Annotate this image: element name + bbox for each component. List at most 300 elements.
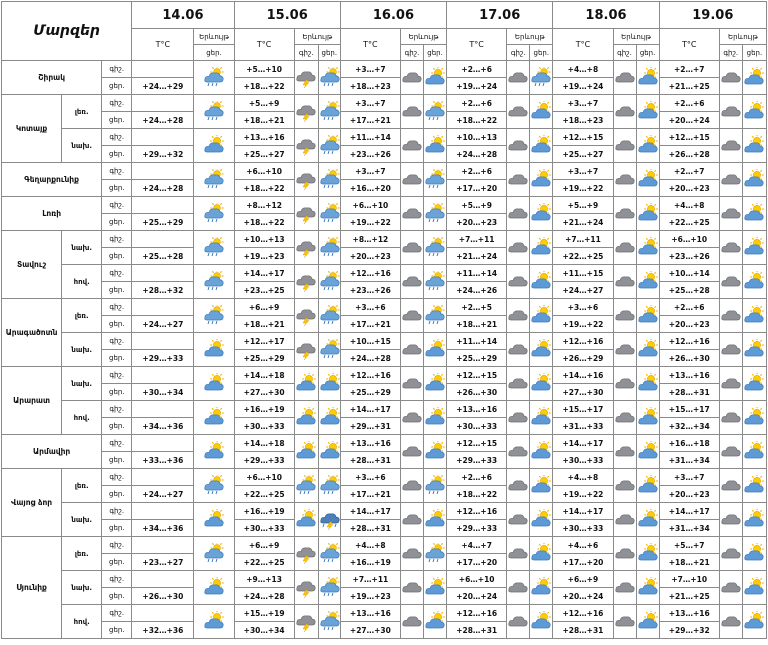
day-temperature: +24…+28 bbox=[340, 350, 400, 367]
day-temperature: +30…+34 bbox=[132, 384, 194, 401]
night-label: գիշ. bbox=[102, 571, 132, 588]
night-temperature: +6…+9 bbox=[234, 537, 294, 554]
night-temperature bbox=[132, 503, 194, 520]
partly-cloudy-icon bbox=[636, 605, 659, 639]
day-temperature: +17…+20 bbox=[553, 554, 613, 571]
day-temperature: +24…+28 bbox=[132, 112, 194, 129]
partly-cloudy-rain-icon bbox=[194, 197, 234, 231]
partly-cloudy-icon bbox=[424, 129, 447, 163]
partly-cloudy-icon bbox=[530, 231, 553, 265]
night-temperature: +14…+17 bbox=[340, 503, 400, 520]
region-name: Լոռի bbox=[2, 197, 102, 231]
night-temperature: +6…+10 bbox=[340, 197, 400, 214]
night-temperature: +2…+6 bbox=[659, 95, 719, 112]
region-name: Շիրակ bbox=[2, 61, 102, 95]
thunderstorm-icon bbox=[294, 571, 318, 605]
night-temperature bbox=[132, 605, 194, 622]
partly-cloudy-rain-icon bbox=[424, 231, 447, 265]
subregion-label: լեռ. bbox=[62, 537, 102, 571]
day-temperature: +25…+29 bbox=[340, 384, 400, 401]
partly-cloudy-icon bbox=[424, 435, 447, 469]
day-label: ցեր. bbox=[102, 146, 132, 163]
night-temperature: +4…+8 bbox=[340, 537, 400, 554]
night-temperature bbox=[132, 469, 194, 486]
partly-cloudy-icon bbox=[424, 61, 447, 95]
night-subheader: գիշ. bbox=[613, 45, 636, 61]
day-temperature: +24…+27 bbox=[132, 316, 194, 333]
day-temperature: +17…+20 bbox=[447, 554, 507, 571]
partly-cloudy-icon bbox=[530, 401, 553, 435]
day-temperature: +18…+22 bbox=[447, 486, 507, 503]
night-temperature: +12…+15 bbox=[553, 129, 613, 146]
partly-cloudy-rain-icon bbox=[318, 129, 340, 163]
cloud-icon bbox=[719, 401, 742, 435]
temperature-header: T°C bbox=[659, 29, 719, 61]
night-temperature: +10…+14 bbox=[659, 265, 719, 282]
night-subheader: գիշ. bbox=[719, 45, 742, 61]
day-temperature: +30…+33 bbox=[234, 418, 294, 435]
partly-cloudy-icon bbox=[294, 367, 318, 401]
date-header: 15.06 bbox=[234, 2, 340, 29]
day-temperature: +23…+26 bbox=[340, 282, 400, 299]
day-temperature: +30…+33 bbox=[234, 520, 294, 537]
day-temperature: +27…+30 bbox=[553, 384, 613, 401]
night-temperature: +6…+10 bbox=[447, 571, 507, 588]
thunderstorm-icon bbox=[294, 163, 318, 197]
day-temperature: +34…+36 bbox=[132, 520, 194, 537]
table-row bbox=[2, 469, 767, 486]
day-temperature: +28…+31 bbox=[553, 622, 613, 639]
night-temperature: +12…+16 bbox=[659, 333, 719, 350]
partly-cloudy-icon bbox=[194, 129, 234, 163]
partly-cloudy-icon bbox=[636, 129, 659, 163]
partly-cloudy-rain-icon bbox=[318, 537, 340, 571]
partly-cloudy-icon bbox=[424, 367, 447, 401]
night-temperature: +3…+7 bbox=[553, 163, 613, 180]
partly-cloudy-icon bbox=[742, 571, 766, 605]
day-label: ցեր. bbox=[102, 112, 132, 129]
day-label: ցեր. bbox=[102, 214, 132, 231]
regions-header: Մարզեր bbox=[2, 2, 132, 61]
day-temperature: +19…+22 bbox=[553, 180, 613, 197]
thunderstorm-icon bbox=[294, 129, 318, 163]
day-temperature: +31…+33 bbox=[553, 418, 613, 435]
cloud-icon bbox=[400, 401, 423, 435]
partly-cloudy-icon bbox=[742, 605, 766, 639]
cloud-icon bbox=[507, 605, 530, 639]
cloud-icon bbox=[719, 469, 742, 503]
night-temperature bbox=[132, 197, 194, 214]
night-temperature: +11…+15 bbox=[553, 265, 613, 282]
night-temperature: +3…+6 bbox=[340, 469, 400, 486]
thunderstorm-icon bbox=[294, 61, 318, 95]
partly-cloudy-icon bbox=[742, 95, 766, 129]
day-temperature: +16…+19 bbox=[340, 554, 400, 571]
day-temperature: +19…+24 bbox=[447, 78, 507, 95]
cloud-icon bbox=[719, 61, 742, 95]
night-temperature: +6…+10 bbox=[234, 469, 294, 486]
night-temperature: +8…+12 bbox=[234, 197, 294, 214]
day-temperature: +18…+23 bbox=[340, 78, 400, 95]
partly-cloudy-rain-icon bbox=[318, 95, 340, 129]
day-temperature: +19…+23 bbox=[234, 248, 294, 265]
cloud-icon bbox=[400, 299, 423, 333]
day-temperature: +22…+25 bbox=[234, 486, 294, 503]
partly-cloudy-rain-icon bbox=[194, 537, 234, 571]
cloud-icon bbox=[400, 435, 423, 469]
night-temperature: +8…+12 bbox=[340, 231, 400, 248]
day-temperature: +30…+33 bbox=[553, 452, 613, 469]
cloud-icon bbox=[507, 401, 530, 435]
cloud-icon bbox=[613, 605, 636, 639]
night-temperature: +4…+8 bbox=[553, 469, 613, 486]
day-subheader: ցեր. bbox=[742, 45, 766, 61]
partly-cloudy-icon bbox=[294, 401, 318, 435]
night-label: գիշ. bbox=[102, 299, 132, 316]
day-temperature: +29…+33 bbox=[234, 452, 294, 469]
day-temperature: +18…+22 bbox=[234, 180, 294, 197]
table-row bbox=[2, 231, 767, 248]
date-header: 14.06 bbox=[132, 2, 234, 29]
cloud-icon bbox=[719, 367, 742, 401]
night-temperature: +7…+11 bbox=[447, 231, 507, 248]
partly-cloudy-rain-icon bbox=[318, 231, 340, 265]
partly-cloudy-rain-icon bbox=[318, 265, 340, 299]
day-temperature: +19…+22 bbox=[553, 316, 613, 333]
cloud-icon bbox=[719, 231, 742, 265]
thunderstorm-icon bbox=[294, 537, 318, 571]
day-temperature: +24…+28 bbox=[234, 588, 294, 605]
night-temperature: +3…+7 bbox=[553, 95, 613, 112]
thunderstorm-icon bbox=[294, 299, 318, 333]
day-temperature: +29…+33 bbox=[447, 452, 507, 469]
cloud-icon bbox=[613, 333, 636, 367]
day-temperature: +17…+21 bbox=[340, 316, 400, 333]
cloud-icon bbox=[507, 367, 530, 401]
night-label: գիշ. bbox=[102, 197, 132, 214]
night-temperature: +5…+9 bbox=[447, 197, 507, 214]
day-temperature: +23…+26 bbox=[659, 248, 719, 265]
region-name: Արմավիր bbox=[2, 435, 102, 469]
cloud-icon bbox=[400, 61, 423, 95]
day-temperature: +21…+24 bbox=[553, 214, 613, 231]
day-temperature: +29…+31 bbox=[340, 418, 400, 435]
cloud-icon bbox=[613, 197, 636, 231]
partly-cloudy-rain-icon bbox=[424, 163, 447, 197]
partly-cloudy-icon bbox=[742, 265, 766, 299]
day-temperature: +29…+32 bbox=[132, 146, 194, 163]
partly-cloudy-icon bbox=[530, 435, 553, 469]
night-label: գիշ. bbox=[102, 367, 132, 384]
partly-cloudy-rain-icon bbox=[318, 333, 340, 367]
day-temperature: +31…+34 bbox=[659, 452, 719, 469]
day-temperature: +25…+29 bbox=[447, 350, 507, 367]
day-temperature: +34…+36 bbox=[132, 418, 194, 435]
partly-cloudy-icon bbox=[742, 231, 766, 265]
day-temperature: +23…+27 bbox=[132, 554, 194, 571]
night-label: գիշ. bbox=[102, 333, 132, 350]
night-temperature bbox=[132, 571, 194, 588]
partly-cloudy-icon bbox=[194, 571, 234, 605]
partly-cloudy-icon bbox=[742, 401, 766, 435]
night-temperature: +15…+19 bbox=[234, 605, 294, 622]
night-temperature: +3…+7 bbox=[340, 61, 400, 78]
cloud-icon bbox=[613, 571, 636, 605]
thunderstorm-icon bbox=[294, 231, 318, 265]
temperature-header: T°C bbox=[234, 29, 294, 61]
forecast-body bbox=[2, 61, 767, 639]
night-temperature: +5…+9 bbox=[553, 197, 613, 214]
day-temperature: +32…+34 bbox=[659, 418, 719, 435]
day-temperature: +19…+22 bbox=[553, 486, 613, 503]
table-row bbox=[2, 401, 767, 418]
partly-cloudy-icon bbox=[636, 367, 659, 401]
table-row bbox=[2, 333, 767, 350]
partly-cloudy-icon bbox=[194, 401, 234, 435]
subregion-label: լեռ. bbox=[62, 469, 102, 503]
night-temperature: +13…+16 bbox=[340, 605, 400, 622]
day-temperature: +22…+25 bbox=[553, 248, 613, 265]
partly-cloudy-icon bbox=[424, 401, 447, 435]
region-name: Գեղարքունիք bbox=[2, 163, 102, 197]
cloud-icon bbox=[719, 299, 742, 333]
cloud-icon bbox=[613, 163, 636, 197]
night-temperature: +15…+17 bbox=[553, 401, 613, 418]
cloud-icon bbox=[507, 435, 530, 469]
cloud-icon bbox=[613, 435, 636, 469]
partly-cloudy-icon bbox=[530, 469, 553, 503]
table-row bbox=[2, 571, 767, 588]
day-subheader: ցեր. bbox=[318, 45, 340, 61]
region-name: Արարատ bbox=[2, 367, 62, 435]
cloud-icon bbox=[507, 231, 530, 265]
partly-cloudy-icon bbox=[742, 469, 766, 503]
day-temperature: +20…+24 bbox=[659, 112, 719, 129]
night-temperature: +11…+14 bbox=[340, 129, 400, 146]
partly-cloudy-icon bbox=[424, 333, 447, 367]
night-label: գիշ. bbox=[102, 231, 132, 248]
night-label: գիշ. bbox=[102, 537, 132, 554]
subregion-label: հով. bbox=[62, 401, 102, 435]
day-temperature: +31…+34 bbox=[659, 520, 719, 537]
partly-cloudy-icon bbox=[294, 503, 318, 537]
partly-cloudy-rain-icon bbox=[424, 95, 447, 129]
cloud-icon bbox=[613, 61, 636, 95]
day-temperature: +29…+33 bbox=[447, 520, 507, 537]
day-label: ցեր. bbox=[102, 486, 132, 503]
subregion-label: նախ. bbox=[62, 333, 102, 367]
cloud-icon bbox=[507, 197, 530, 231]
night-temperature: +16…+19 bbox=[234, 503, 294, 520]
thunderstorm-icon bbox=[294, 333, 318, 367]
day-temperature: +21…+25 bbox=[659, 588, 719, 605]
temperature-header: T°C bbox=[132, 29, 194, 61]
day-temperature: +24…+28 bbox=[132, 180, 194, 197]
cloud-lightning-rain-icon bbox=[318, 503, 340, 537]
night-temperature: +6…+9 bbox=[234, 299, 294, 316]
cloud-icon bbox=[719, 265, 742, 299]
day-temperature: +26…+30 bbox=[132, 588, 194, 605]
partly-cloudy-icon bbox=[318, 401, 340, 435]
cloud-icon bbox=[719, 435, 742, 469]
day-temperature: +25…+28 bbox=[132, 248, 194, 265]
region-name: Կոտայք bbox=[2, 95, 62, 163]
day-label: ցեր. bbox=[102, 452, 132, 469]
phenomena-header: Երևույթ bbox=[507, 29, 553, 45]
day-temperature: +22…+25 bbox=[659, 214, 719, 231]
night-temperature bbox=[132, 537, 194, 554]
day-temperature: +26…+28 bbox=[659, 146, 719, 163]
temperature-header: T°C bbox=[447, 29, 507, 61]
partly-cloudy-rain-icon bbox=[424, 265, 447, 299]
cloud-icon bbox=[400, 197, 423, 231]
day-temperature: +16…+20 bbox=[340, 180, 400, 197]
cloud-icon bbox=[613, 537, 636, 571]
phenomena-header: Երևույթ bbox=[400, 29, 446, 45]
day-temperature: +19…+22 bbox=[340, 214, 400, 231]
day-label: ցեր. bbox=[102, 248, 132, 265]
temperature-header: T°C bbox=[340, 29, 400, 61]
subregion-label: նախ. bbox=[62, 503, 102, 537]
cloud-icon bbox=[400, 129, 423, 163]
subregion-label: լեռ. bbox=[62, 95, 102, 129]
partly-cloudy-rain-icon bbox=[318, 469, 340, 503]
partly-cloudy-icon bbox=[424, 571, 447, 605]
partly-cloudy-rain-icon bbox=[194, 265, 234, 299]
day-temperature: +17…+21 bbox=[340, 112, 400, 129]
subregion-label: հով. bbox=[62, 265, 102, 299]
partly-cloudy-icon bbox=[530, 95, 553, 129]
day-temperature: +24…+27 bbox=[553, 282, 613, 299]
partly-cloudy-icon bbox=[742, 129, 766, 163]
night-temperature: +12…+15 bbox=[447, 367, 507, 384]
cloud-icon bbox=[507, 537, 530, 571]
partly-cloudy-icon bbox=[742, 503, 766, 537]
cloud-icon bbox=[400, 333, 423, 367]
table-row bbox=[2, 299, 767, 316]
night-label: գիշ. bbox=[102, 61, 132, 78]
subregion-label: լեռ. bbox=[62, 299, 102, 333]
partly-cloudy-rain-icon bbox=[318, 163, 340, 197]
day-temperature: +23…+26 bbox=[340, 146, 400, 163]
cloud-icon bbox=[400, 537, 423, 571]
day-temperature: +18…+21 bbox=[659, 554, 719, 571]
phenomena-header: Երևույթ bbox=[294, 29, 340, 45]
night-temperature: +2…+7 bbox=[659, 61, 719, 78]
subregion-label: նախ. bbox=[62, 231, 102, 265]
thunderstorm-icon bbox=[294, 197, 318, 231]
day-temperature: +30…+33 bbox=[447, 418, 507, 435]
cloud-icon bbox=[400, 163, 423, 197]
night-temperature: +10…+15 bbox=[340, 333, 400, 350]
date-header: 19.06 bbox=[659, 2, 766, 29]
partly-cloudy-icon bbox=[636, 503, 659, 537]
day-temperature: +20…+23 bbox=[659, 180, 719, 197]
cloud-icon bbox=[613, 299, 636, 333]
partly-cloudy-icon bbox=[294, 435, 318, 469]
cloud-icon bbox=[507, 61, 530, 95]
night-temperature: +4…+6 bbox=[553, 537, 613, 554]
cloud-icon bbox=[507, 129, 530, 163]
partly-cloudy-icon bbox=[530, 367, 553, 401]
cloud-icon bbox=[719, 163, 742, 197]
day-temperature: +18…+21 bbox=[234, 112, 294, 129]
partly-cloudy-icon bbox=[742, 299, 766, 333]
cloud-icon bbox=[400, 605, 423, 639]
night-temperature: +14…+17 bbox=[659, 503, 719, 520]
partly-cloudy-icon bbox=[636, 299, 659, 333]
partly-cloudy-icon bbox=[530, 503, 553, 537]
partly-cloudy-icon bbox=[636, 95, 659, 129]
night-subheader: գիշ. bbox=[294, 45, 318, 61]
partly-cloudy-icon bbox=[742, 61, 766, 95]
table-row bbox=[2, 265, 767, 282]
partly-cloudy-rain-icon bbox=[194, 469, 234, 503]
night-temperature: +14…+17 bbox=[553, 503, 613, 520]
cloud-icon bbox=[613, 367, 636, 401]
partly-cloudy-icon bbox=[530, 299, 553, 333]
night-temperature: +6…+10 bbox=[234, 163, 294, 180]
partly-cloudy-icon bbox=[530, 571, 553, 605]
night-temperature: +14…+18 bbox=[234, 435, 294, 452]
day-temperature: +20…+23 bbox=[447, 214, 507, 231]
day-label: ցեր. bbox=[102, 622, 132, 639]
cloud-icon bbox=[613, 265, 636, 299]
table-row bbox=[2, 61, 767, 78]
night-temperature bbox=[132, 401, 194, 418]
night-temperature: +13…+16 bbox=[659, 367, 719, 384]
partly-cloudy-icon bbox=[636, 571, 659, 605]
phenomena-header: Երևույթ bbox=[719, 29, 766, 45]
night-label: գիշ. bbox=[102, 95, 132, 112]
night-label: գիշ. bbox=[102, 605, 132, 622]
night-temperature: +12…+16 bbox=[340, 367, 400, 384]
partly-cloudy-icon bbox=[194, 605, 234, 639]
partly-cloudy-icon bbox=[530, 605, 553, 639]
partly-cloudy-icon bbox=[530, 163, 553, 197]
region-name: Սյունիք bbox=[2, 537, 62, 639]
cloud-icon bbox=[719, 537, 742, 571]
night-temperature: +2…+6 bbox=[447, 61, 507, 78]
day-temperature: +21…+24 bbox=[447, 248, 507, 265]
partly-cloudy-icon bbox=[636, 163, 659, 197]
day-temperature: +20…+24 bbox=[553, 588, 613, 605]
partly-cloudy-icon bbox=[742, 333, 766, 367]
thunderstorm-icon bbox=[294, 95, 318, 129]
cloud-icon bbox=[400, 503, 423, 537]
night-temperature: +11…+14 bbox=[447, 265, 507, 282]
table-row bbox=[2, 503, 767, 520]
night-temperature: +4…+8 bbox=[659, 197, 719, 214]
partly-cloudy-rain-icon bbox=[194, 231, 234, 265]
partly-cloudy-icon bbox=[636, 333, 659, 367]
date-header: 18.06 bbox=[553, 2, 659, 29]
partly-cloudy-icon bbox=[636, 401, 659, 435]
cloud-icon bbox=[507, 265, 530, 299]
partly-cloudy-icon bbox=[530, 197, 553, 231]
partly-cloudy-icon bbox=[742, 367, 766, 401]
night-temperature: +13…+16 bbox=[447, 401, 507, 418]
night-label: գիշ. bbox=[102, 435, 132, 452]
night-temperature bbox=[132, 95, 194, 112]
day-subheader: ցեր. bbox=[636, 45, 659, 61]
night-temperature: +5…+10 bbox=[234, 61, 294, 78]
night-temperature bbox=[132, 231, 194, 248]
cloud-icon bbox=[719, 333, 742, 367]
partly-cloudy-rain-icon bbox=[318, 605, 340, 639]
night-label: գիշ. bbox=[102, 469, 132, 486]
day-temperature: +25…+29 bbox=[132, 214, 194, 231]
